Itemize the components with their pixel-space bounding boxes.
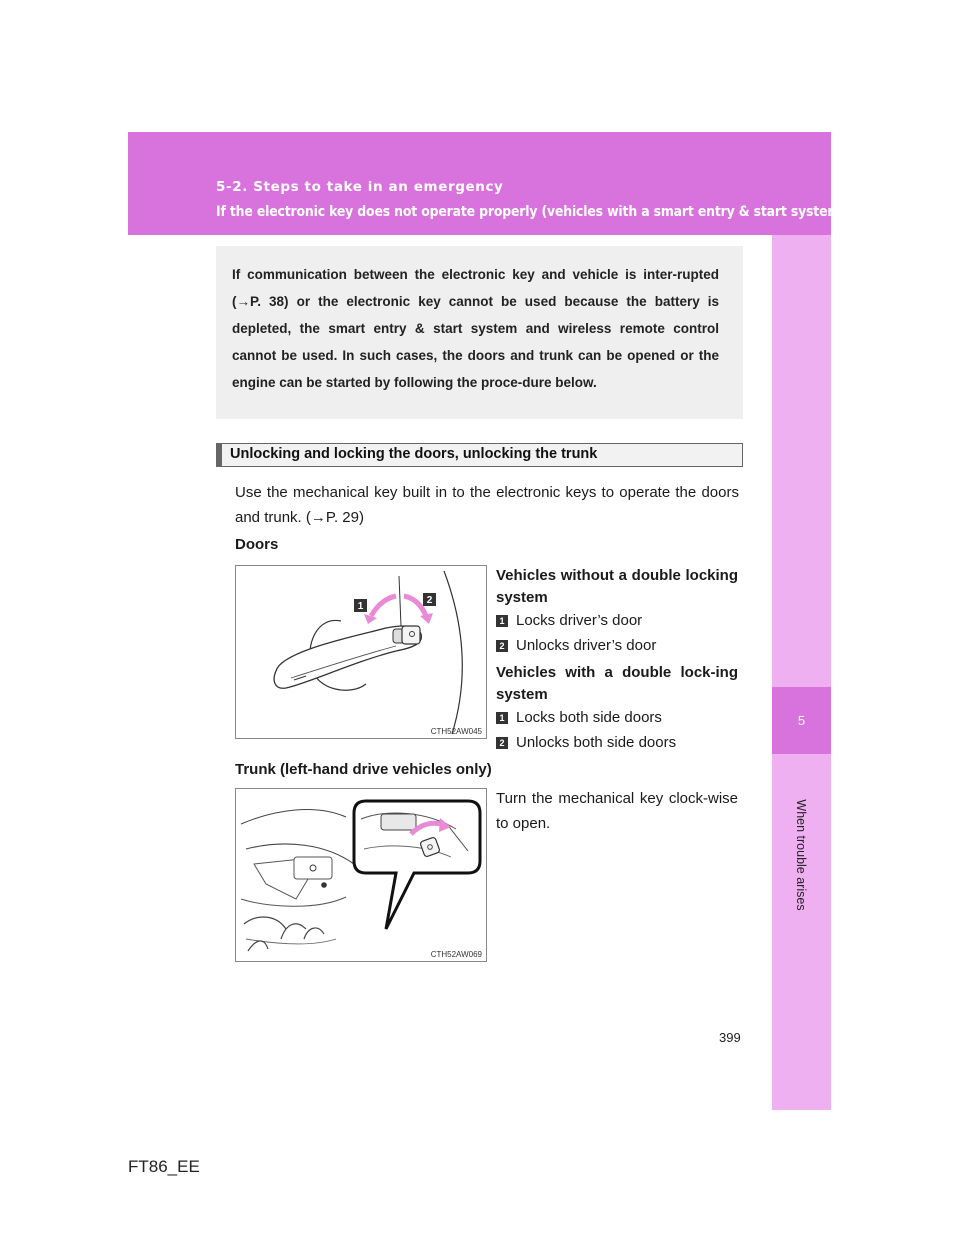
- callout-1: 1: [357, 601, 364, 612]
- step-lock-driver-door: [496, 612, 642, 629]
- door-handle-figure: [235, 565, 487, 739]
- chapter-side-tab: [772, 235, 831, 1110]
- intro-text: If communication between the electronic key and vehicle is inter-rupted (→P. 38) or the electronic key cannot be used because the battery is depleted, the smart entry & start system and wireless remote control cannot be used. In such cases, the doors and trunk can be opened or the engine can be started by following the proce-dure below.: [232, 267, 719, 390]
- page-number: 399: [719, 1030, 741, 1045]
- step-unlock-driver-door: [496, 637, 656, 654]
- chapter-number: 5: [797, 713, 806, 728]
- step-number-2: 2: [496, 737, 508, 749]
- step-text: Locks both side doors: [516, 709, 662, 726]
- document-code: FT86_EE: [128, 1157, 200, 1176]
- step-number-1: 1: [496, 712, 508, 724]
- doors-label: Doors: [235, 536, 279, 553]
- callout-2: 2: [426, 595, 433, 606]
- section-heading-text: Unlocking and locking the doors, unlocking the trunk: [230, 446, 598, 462]
- trunk-figure-code: CTH52AW069: [430, 950, 482, 959]
- door-figure-code: CTH52AW045: [430, 727, 482, 736]
- page-title: If the electronic key does not operate properly (vehicles with a smart entry & start system): [216, 204, 846, 220]
- trunk-figure: [235, 788, 487, 962]
- step-lock-both-doors: [496, 709, 662, 726]
- chapter-number-tab[interactable]: [772, 687, 831, 754]
- trunk-instruction: Turn the mechanical key clock-wise to open.: [496, 790, 738, 832]
- trunk-lock-illustration: [236, 789, 486, 961]
- door-handle-illustration: [236, 566, 486, 738]
- section-heading: [216, 443, 743, 467]
- with-double-locking-heading: Vehicles with a double lock-ing system: [496, 664, 738, 703]
- step-number-1: 1: [496, 615, 508, 627]
- step-unlock-both-doors: [496, 734, 676, 751]
- step-text: Unlocks both side doors: [516, 734, 677, 751]
- step-text: Unlocks driver’s door: [516, 637, 657, 654]
- trunk-label: Trunk (left-hand drive vehicles only): [235, 761, 492, 778]
- intro-box: [216, 246, 743, 419]
- without-double-locking-heading: Vehicles without a double locking system: [496, 567, 738, 606]
- body-paragraph: Use the mechanical key built in to the electronic keys to operate the doors and trunk. (→P. 29): [235, 484, 739, 526]
- step-text: Locks driver’s door: [516, 612, 643, 629]
- chapter-title: When trouble arises: [794, 799, 808, 911]
- section-label: 5-2. Steps to take in an emergency: [216, 179, 504, 195]
- step-number-2: 2: [496, 640, 508, 652]
- chapter-header: [128, 132, 846, 235]
